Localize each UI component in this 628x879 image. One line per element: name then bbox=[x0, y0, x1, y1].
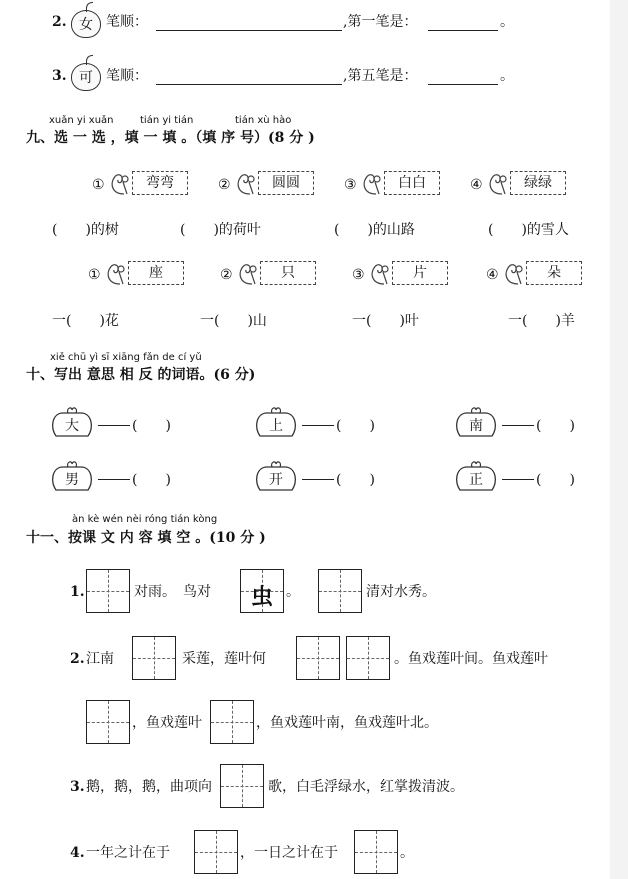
antonym-source-char: 正 bbox=[469, 472, 483, 488]
char-grid-box bbox=[240, 569, 284, 613]
stroke-answer-blank[interactable] bbox=[428, 84, 498, 85]
question-text: 。 bbox=[286, 584, 300, 600]
char-grid-box[interactable] bbox=[354, 830, 398, 874]
antonym-blank[interactable]: ( ) bbox=[336, 472, 375, 488]
connector-line bbox=[502, 425, 534, 426]
connector-line bbox=[98, 479, 130, 480]
stroke-answer-blank[interactable] bbox=[428, 30, 498, 31]
stroke-order-label: 笔顺： bbox=[106, 68, 148, 84]
antonym-source-char: 男 bbox=[65, 472, 79, 488]
question-text: 一年之计在于 bbox=[86, 845, 170, 861]
stroke-label: ,第五笔是： bbox=[343, 68, 418, 84]
fill-blank[interactable]: ( )的雪人 bbox=[488, 222, 569, 238]
question-text: 。 bbox=[400, 845, 414, 861]
option-number: ① bbox=[88, 267, 101, 283]
question-number: 4. bbox=[70, 845, 85, 861]
apple-char-icon bbox=[71, 10, 101, 38]
antonym-blank[interactable]: ( ) bbox=[536, 418, 575, 434]
char-grid-box[interactable] bbox=[194, 830, 238, 874]
stroke-order-label: 笔顺： bbox=[106, 14, 148, 30]
question-number: 3. bbox=[52, 68, 67, 84]
pinyin: xiě chū yì sī xiāng fǎn de cí yǔ bbox=[50, 352, 202, 363]
question-text: ，一日之计在于 bbox=[240, 845, 338, 861]
antonym-blank[interactable]: ( ) bbox=[132, 472, 171, 488]
pinyin: tián xù hào bbox=[235, 115, 292, 126]
char-grid-box[interactable] bbox=[318, 569, 362, 613]
word-option: 白白 bbox=[384, 171, 440, 195]
option-number: ④ bbox=[486, 267, 499, 283]
option-number: ② bbox=[220, 267, 233, 283]
question-text: 对雨。 鸟对 bbox=[134, 584, 211, 600]
section-title: 十、写出 意思 相 反 的词语。(6 分) bbox=[26, 367, 256, 383]
stroke-order-blank[interactable] bbox=[156, 30, 342, 31]
char-grid-box[interactable] bbox=[132, 636, 176, 680]
word-option: 座 bbox=[128, 261, 184, 285]
fill-blank[interactable]: 一( )山 bbox=[200, 313, 267, 329]
word-option: 弯弯 bbox=[132, 171, 188, 195]
squirrel-icon bbox=[360, 170, 382, 196]
squirrel-icon bbox=[368, 260, 390, 286]
option-number: ① bbox=[92, 177, 105, 193]
word-option: 绿绿 bbox=[510, 171, 566, 195]
squirrel-icon bbox=[104, 260, 126, 286]
section-title: 九、选 一 选 ，填 一 填 。（填 序 号）(8 分 ) bbox=[26, 130, 315, 146]
question-number: 2. bbox=[52, 14, 67, 30]
option-number: ③ bbox=[344, 177, 357, 193]
word-option: 片 bbox=[392, 261, 448, 285]
fill-blank[interactable]: ( )的山路 bbox=[334, 222, 415, 238]
period: 。 bbox=[500, 14, 514, 30]
word-option: 朵 bbox=[526, 261, 582, 285]
connector-line bbox=[98, 425, 130, 426]
fill-blank[interactable]: 一( )叶 bbox=[352, 313, 419, 329]
question-text: 采莲，莲叶何 bbox=[182, 651, 266, 667]
apple-char: 可 bbox=[79, 70, 93, 86]
fill-blank[interactable]: 一( )羊 bbox=[508, 313, 575, 329]
question-text: 江南 bbox=[86, 651, 114, 667]
char-grid-box[interactable] bbox=[210, 700, 254, 744]
question-text: 。鱼戏莲叶间。鱼戏莲叶 bbox=[394, 651, 548, 667]
period: 。 bbox=[500, 68, 514, 84]
connector-line bbox=[502, 479, 534, 480]
connector-line bbox=[302, 425, 334, 426]
antonym-source-char: 开 bbox=[269, 472, 283, 488]
fill-blank[interactable]: ( )的荷叶 bbox=[180, 222, 261, 238]
fill-blank[interactable]: ( )的树 bbox=[52, 222, 119, 238]
question-text: 清对水秀。 bbox=[366, 584, 436, 600]
option-number: ④ bbox=[470, 177, 483, 193]
pinyin: tián yi tián bbox=[140, 115, 194, 126]
squirrel-icon bbox=[236, 260, 258, 286]
squirrel-icon bbox=[234, 170, 256, 196]
section-title: 十一、按课 文 内 容 填 空 。(10 分 ) bbox=[26, 530, 266, 546]
apple-char-icon bbox=[71, 63, 101, 91]
antonym-source-char: 大 bbox=[65, 418, 79, 434]
char-grid-box[interactable] bbox=[86, 700, 130, 744]
option-number: ② bbox=[218, 177, 231, 193]
stroke-label: ,第一笔是： bbox=[343, 14, 418, 30]
antonym-blank[interactable]: ( ) bbox=[536, 472, 575, 488]
squirrel-icon bbox=[486, 170, 508, 196]
pinyin: xuǎn yi xuǎn bbox=[49, 115, 114, 126]
question-number: 2. bbox=[70, 651, 85, 667]
squirrel-icon bbox=[108, 170, 130, 196]
question-number: 3. bbox=[70, 779, 85, 795]
antonym-blank[interactable]: ( ) bbox=[132, 418, 171, 434]
char-grid-box[interactable] bbox=[346, 636, 390, 680]
char-grid-box[interactable] bbox=[86, 569, 130, 613]
option-number: ③ bbox=[352, 267, 365, 283]
question-text: 歌，白毛浮绿水，红掌拨清波。 bbox=[268, 779, 464, 795]
given-char: 虫 bbox=[250, 584, 273, 610]
apple-char: 女 bbox=[79, 17, 93, 33]
word-option: 圆圆 bbox=[258, 171, 314, 195]
right-gutter bbox=[610, 0, 628, 879]
pinyin: àn kè wén nèi róng tián kòng bbox=[72, 514, 218, 525]
char-grid-box[interactable] bbox=[296, 636, 340, 680]
word-option: 只 bbox=[260, 261, 316, 285]
antonym-source-char: 上 bbox=[269, 418, 283, 434]
antonym-source-char: 南 bbox=[469, 418, 483, 434]
question-text: ，鱼戏莲叶南，鱼戏莲叶北。 bbox=[256, 715, 438, 731]
question-text: ，鱼戏莲叶 bbox=[132, 715, 202, 731]
question-number: 1. bbox=[70, 584, 85, 600]
char-grid-box[interactable] bbox=[220, 764, 264, 808]
fill-blank[interactable]: 一( )花 bbox=[52, 313, 119, 329]
squirrel-icon bbox=[502, 260, 524, 286]
stroke-order-blank[interactable] bbox=[156, 84, 342, 85]
connector-line bbox=[302, 479, 334, 480]
antonym-blank[interactable]: ( ) bbox=[336, 418, 375, 434]
question-text: 鹅，鹅，鹅，曲项向 bbox=[86, 779, 212, 795]
